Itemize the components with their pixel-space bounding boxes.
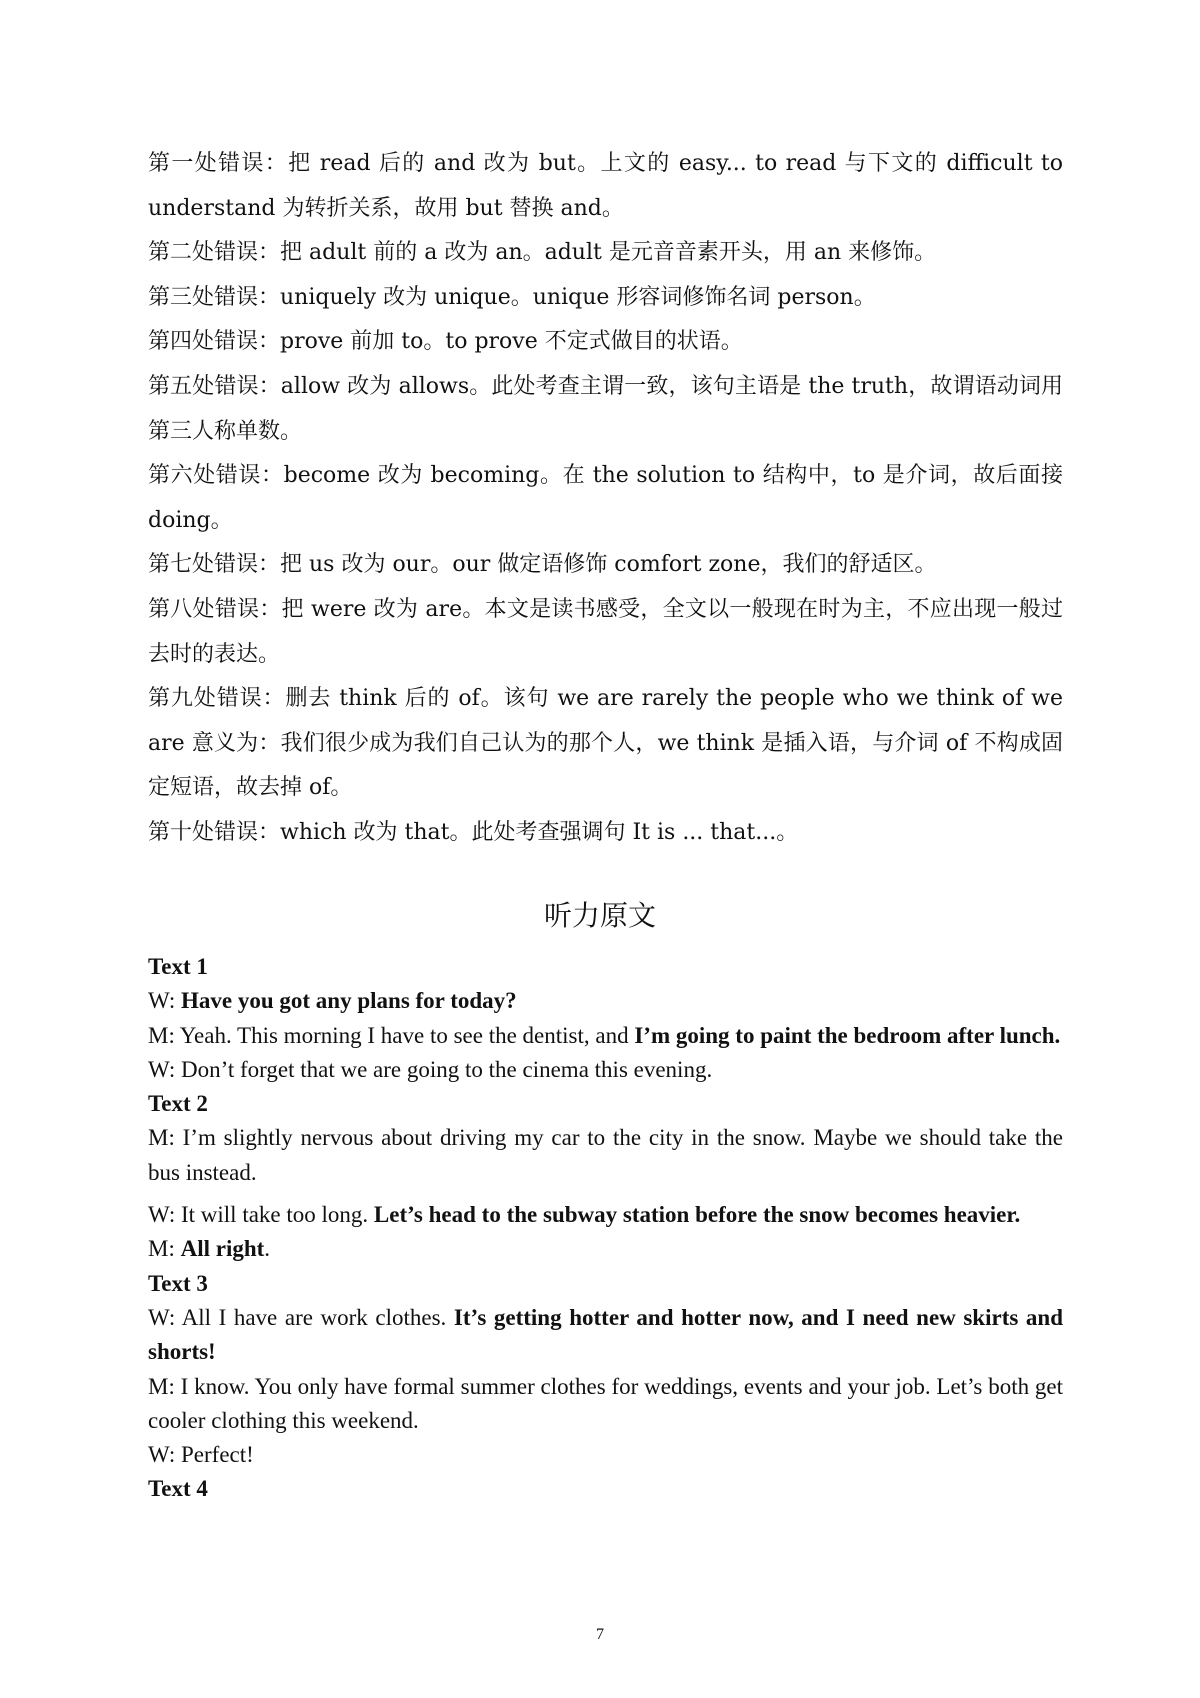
dialogue-text: M: Yeah. This morning I have to see the dentist, and bbox=[148, 1022, 635, 1048]
dialogue-line: W: Perfect! bbox=[148, 1442, 254, 1468]
page-number: 7 bbox=[596, 1626, 604, 1643]
text-heading: Text 3 bbox=[148, 1270, 208, 1296]
dialogue-line bbox=[148, 1019, 1063, 1053]
key-sentence: All right bbox=[180, 1236, 265, 1262]
correction-item: 第四处错误：prove 前加 to。to prove 不定式做目的状语。 bbox=[148, 329, 743, 355]
error-corrections bbox=[148, 142, 1063, 856]
punctuation: . bbox=[264, 1236, 271, 1262]
text-heading: Text 1 bbox=[148, 954, 208, 979]
speaker-label: W: bbox=[148, 988, 181, 1014]
correction-item: 第七处错误：把 us 改为 our。our 做定语修饰 comfort zone，我们的舒适区。 bbox=[148, 552, 937, 578]
dialogue-line bbox=[148, 984, 1063, 1018]
text-heading: Text 4 bbox=[148, 1476, 208, 1502]
dialogue-line: M: I’m slightly nervous about driving my car to the city in the snow. Maybe we should take the bus instead. bbox=[148, 1125, 1063, 1185]
dialogue-text: W: It will take too long. bbox=[148, 1202, 374, 1228]
correction-item: 第一处错误：把 read 后的 and 改为 but。上文的 easy... to read 与下文的 difficult to understand 为转折关系，故用 but 替换 and。 bbox=[148, 151, 1063, 221]
speaker-label: M: bbox=[148, 1236, 181, 1262]
dialogue-line: M: I know. You only have formal summer clothes for weddings, events and your job. Let’s both get cooler clothing this weekend. bbox=[148, 1373, 1063, 1433]
key-sentence: Have you got any plans for today? bbox=[181, 988, 517, 1014]
text-heading: Text 2 bbox=[148, 1091, 208, 1117]
correction-item: 第八处错误：把 were 改为 are。本文是读书感受，全文以一般现在时为主，不应出现一般过去时的表达。 bbox=[148, 596, 1063, 667]
correction-item: 第六处错误：become 改为 becoming。在 the solution to 结构中，to 是介词，故后面接 doing。 bbox=[148, 463, 1063, 533]
dialogue-line bbox=[148, 1301, 1063, 1370]
key-sentence: I’m going to paint the bedroom after lunch. bbox=[634, 1022, 1061, 1048]
dialogue-line bbox=[148, 1232, 1063, 1266]
correction-item: 第三处错误：uniquely 改为 unique。unique 形容词修饰名词 person。 bbox=[148, 284, 876, 310]
dialogue-line: W: Don’t forget that we are going to the cinema this evening. bbox=[148, 1056, 713, 1082]
correction-item: 第二处错误：把 adult 前的 a 改为 an。adult 是元音音素开头，用 an 来修饰。 bbox=[148, 240, 937, 266]
dialogue-line bbox=[148, 1198, 1063, 1232]
correction-item: 第九处错误：删去 think 后的 of。该句 we are rarely the people who we think of we are 意义为：我们很少成为我们自己认为的那个人，we think 是插入语，与介词 of 不构成固定短语，故去掉 of。 bbox=[148, 686, 1063, 801]
key-sentence: Let’s head to the subway station before the snow becomes heavier. bbox=[373, 1202, 1021, 1228]
dialogue-text: W: All I have are work clothes. bbox=[148, 1304, 454, 1330]
correction-item: 第五处错误：allow 改为 allows。此处考查主谓一致，该句主语是 the truth，故谓语动词用第三人称单数。 bbox=[148, 373, 1063, 444]
listening-transcript bbox=[148, 950, 1063, 1507]
section-title: 听力原文 bbox=[543, 899, 656, 932]
correction-item: 第十处错误：which 改为 that。此处考查强调句 It is ... that...。 bbox=[148, 819, 799, 845]
key-sentence: It’s getting hotter and hotter now, and I need new skirts and shorts! bbox=[148, 1304, 1063, 1365]
